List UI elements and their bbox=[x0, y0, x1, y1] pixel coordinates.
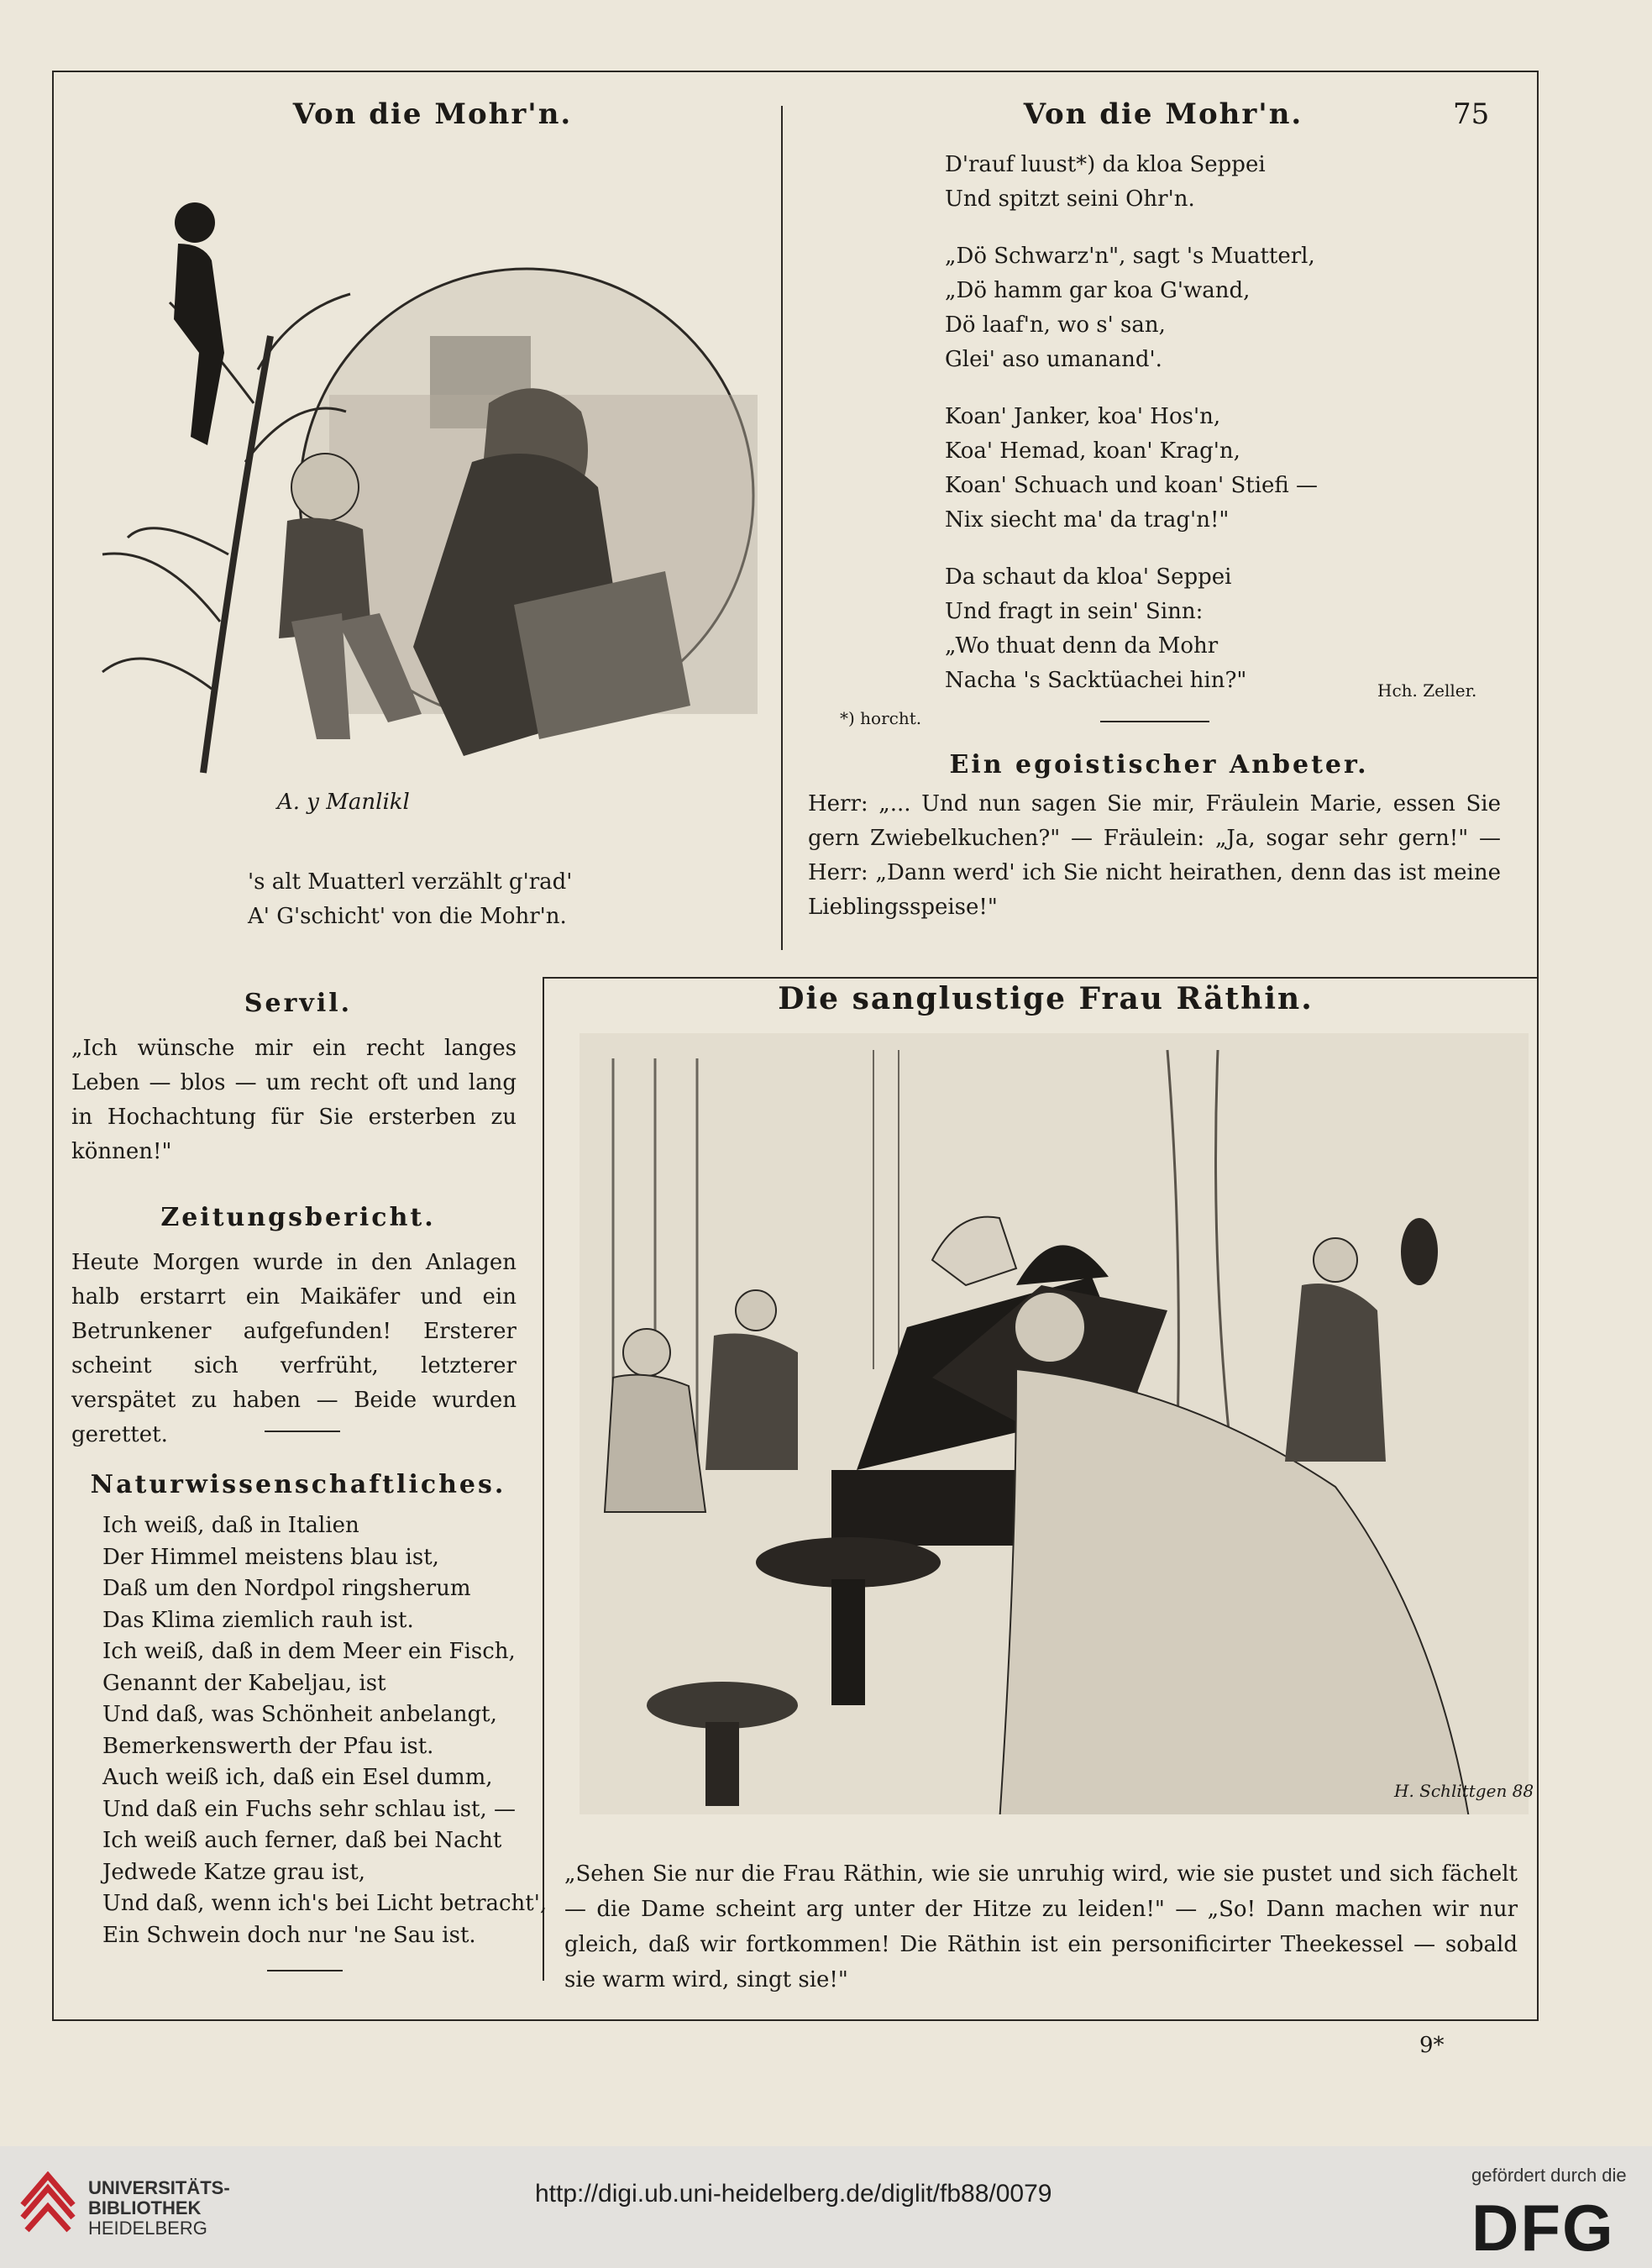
column-rule-top bbox=[781, 106, 783, 950]
section-text-servil: „Ich wünsche mir ein recht langes Leben — blos — um recht oft und lang in Hochachtung für Sie ersterben zu können!" bbox=[71, 1036, 517, 1164]
poem-line: Nix siecht ma' da trag'n!" bbox=[945, 507, 1230, 533]
header-title-right: Von die Mohr'n. bbox=[1023, 97, 1303, 131]
funded-by-label: gefördert durch die bbox=[1471, 2165, 1627, 2186]
page-number: 75 bbox=[1453, 97, 1490, 131]
section-title-raethin: Die sanglustige Frau Räthin. bbox=[778, 981, 1314, 1016]
library-logo-icon bbox=[18, 2171, 77, 2239]
library-name[interactable] bbox=[88, 2178, 230, 2239]
section-rule bbox=[543, 977, 1537, 979]
poem-caption bbox=[248, 865, 572, 934]
poem-line: Dö laaf'n, wo s' san, bbox=[945, 312, 1166, 338]
poem-line: Koan' Janker, koa' Hos'n, bbox=[945, 404, 1221, 429]
poem-line: Koa' Hemad, koan' Krag'n, bbox=[945, 438, 1240, 464]
natur-line: Jedwede Katze grau ist, bbox=[102, 1859, 366, 1885]
natur-poem bbox=[102, 1510, 547, 1951]
divider bbox=[267, 1970, 343, 1971]
natur-line: Daß um den Nordpol ringsherum bbox=[102, 1576, 471, 1601]
section-text-raethin: „Sehen Sie nur die Frau Räthin, wie sie unruhig wird, wie sie pustet und sich fächelt — die Dame scheint arg unter der Hitze zu leiden!" — „So! Dann machen wir nur gleich, daß wir fortkommen! Die Räthin ist ein personificirter Theekessel — sobald sie warm wird, singt sie!" bbox=[564, 1861, 1518, 1992]
section-title-zeitung: Zeitungsbericht. bbox=[160, 1203, 436, 1232]
section-text-egoist: Herr: „... Und nun sagen Sie mir, Fräulein Marie, essen Sie gern Zwiebelkuchen?" — Fräulein: „Ja, sogar sehr gern!" — Herr: „Dann werd' ich Sie nicht heirathen, denn das ist meine Lieblingsspeise!" bbox=[808, 791, 1501, 920]
illustration-frau-raethin bbox=[580, 1033, 1529, 1814]
poem-stanza bbox=[945, 148, 1318, 217]
natur-line: Der Himmel meistens blau ist, bbox=[102, 1544, 439, 1570]
dfg-logo[interactable]: DFG bbox=[1471, 2191, 1615, 2265]
natur-line: Und daß, was Schönheit anbelangt, bbox=[102, 1702, 497, 1727]
poem-footnote: *) horcht. bbox=[840, 708, 922, 728]
divider bbox=[1100, 721, 1209, 722]
illustration-signature-left: A. y Manlikl bbox=[277, 790, 410, 815]
library-name-line3: HEIDELBERG bbox=[88, 2218, 207, 2239]
poem-line: Nacha 's Sacktüachei hin?" bbox=[945, 668, 1247, 693]
poem-line: D'rauf luust*) da kloa Seppei bbox=[945, 152, 1266, 177]
illustration-mother-and-boy bbox=[77, 185, 758, 848]
natur-line: Genannt der Kabeljau, ist bbox=[102, 1670, 386, 1696]
library-name-line2: BIBLIOTHEK bbox=[88, 2197, 202, 2218]
source-url-link[interactable]: http://digi.ub.uni-heidelberg.de/diglit/fb88/0079 bbox=[535, 2180, 1052, 2208]
poem-line: „Dö Schwarz'n", sagt 's Muatterl, bbox=[945, 244, 1315, 269]
natur-line: Das Klima ziemlich rauh ist. bbox=[102, 1607, 414, 1633]
poem-caption-line: 's alt Muatterl verzählt g'rad' bbox=[248, 869, 573, 895]
poem-line: Glei' aso umanand'. bbox=[945, 347, 1162, 372]
section-title-egoist: Ein egoistischer Anbeter. bbox=[949, 750, 1369, 780]
poem-caption-line: A' G'schicht' von die Mohr'n. bbox=[248, 904, 567, 929]
poem-stanza bbox=[945, 239, 1318, 377]
poem-line: „Dö hamm gar koa G'wand, bbox=[945, 278, 1251, 303]
illustration-signature-right: H. Schlittgen 88 bbox=[1394, 1781, 1534, 1801]
poem-stanza bbox=[945, 400, 1318, 538]
natur-line: Auch weiß ich, daß ein Esel dumm, bbox=[102, 1765, 493, 1790]
section-text-zeitung: Heute Morgen wurde in den Anlagen halb erstarrt ein Maikäfer und ein Betrunkener aufgefunden! Ersterer scheint sich verfrüht, letzterer verspätet zu haben — Beide wurden gerettet. bbox=[71, 1250, 517, 1447]
footer-bar bbox=[0, 2146, 1652, 2268]
natur-line: Ich weiß auch ferner, daß bei Nacht bbox=[102, 1828, 502, 1853]
poem-stanza bbox=[945, 560, 1318, 698]
section-title-natur: Naturwissenschaftliches. bbox=[90, 1470, 506, 1499]
divider bbox=[265, 1431, 340, 1432]
poem-line: Und fragt in sein' Sinn: bbox=[945, 599, 1204, 624]
header-title-left: Von die Mohr'n. bbox=[292, 97, 573, 131]
section-title-servil: Servil. bbox=[244, 989, 353, 1018]
natur-line: Bemerkenswerth der Pfau ist. bbox=[102, 1733, 434, 1759]
library-name-line1: UNIVERSITÄTS- bbox=[88, 2177, 230, 2198]
natur-line: Ich weiß, daß in Italien bbox=[102, 1513, 359, 1538]
poem-body bbox=[945, 148, 1318, 721]
poem-line: Koan' Schuach und koan' Stiefi — bbox=[945, 473, 1319, 498]
poem-line: Da schaut da kloa' Seppei bbox=[945, 564, 1232, 590]
poem-line: „Wo thuat denn da Mohr bbox=[945, 633, 1219, 659]
poem-author: Hch. Zeller. bbox=[1377, 680, 1477, 701]
natur-line: Und daß ein Fuchs sehr schlau ist, — bbox=[102, 1796, 517, 1822]
signature-mark: 9* bbox=[1419, 2033, 1445, 2058]
poem-line: Und spitzt seini Ohr'n. bbox=[945, 186, 1195, 212]
natur-line: Ich weiß, daß in dem Meer ein Fisch, bbox=[102, 1639, 516, 1664]
natur-line: Ein Schwein doch nur 'ne Sau ist. bbox=[102, 1922, 476, 1948]
natur-line: Und daß, wenn ich's bei Licht betracht', bbox=[102, 1891, 548, 1916]
